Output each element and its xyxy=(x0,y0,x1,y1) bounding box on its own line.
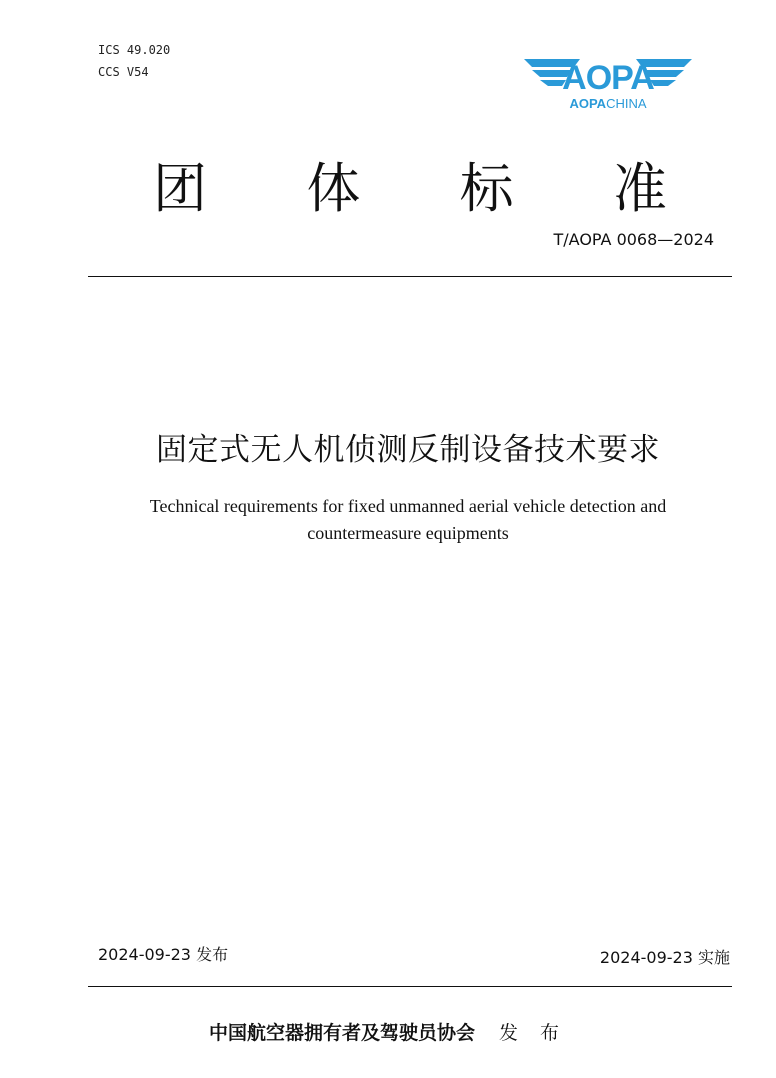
top-divider xyxy=(88,276,732,277)
bottom-divider xyxy=(88,986,732,987)
publish-date: 2024-09-23 发布 xyxy=(98,945,229,964)
title-english-line-1: Technical requirements for fixed unmanned aerial vehicle detection and xyxy=(149,496,667,516)
doc-type-char: 准 xyxy=(612,157,667,220)
document-type-heading xyxy=(150,146,670,223)
title-english xyxy=(0,493,776,547)
aopa-logo-icon xyxy=(522,55,694,117)
issuer xyxy=(0,1018,776,1045)
title-english-line-2: countermeasure equipments xyxy=(307,523,509,543)
ccs-code: CCS V54 xyxy=(98,65,149,79)
doc-type-char: 标 xyxy=(459,157,514,220)
svg-text:AOPA: AOPA xyxy=(562,59,654,97)
doc-type-char: 团 xyxy=(153,157,207,220)
standard-number: T/AOPA 0068—2024 xyxy=(553,230,714,249)
doc-type-char: 体 xyxy=(306,157,361,220)
implement-date: 2024-09-23 实施 xyxy=(599,948,730,967)
issuer-name: 中国航空器拥有者及驾驶员协会 xyxy=(208,1022,475,1044)
issuer-action: 发 布 xyxy=(498,1022,568,1044)
svg-text:AOPACHINA: AOPACHINA xyxy=(569,96,647,111)
ics-code: ICS 49.020 xyxy=(98,43,171,57)
title-chinese: 固定式无人机侦测反制设备技术要求 xyxy=(156,432,660,468)
